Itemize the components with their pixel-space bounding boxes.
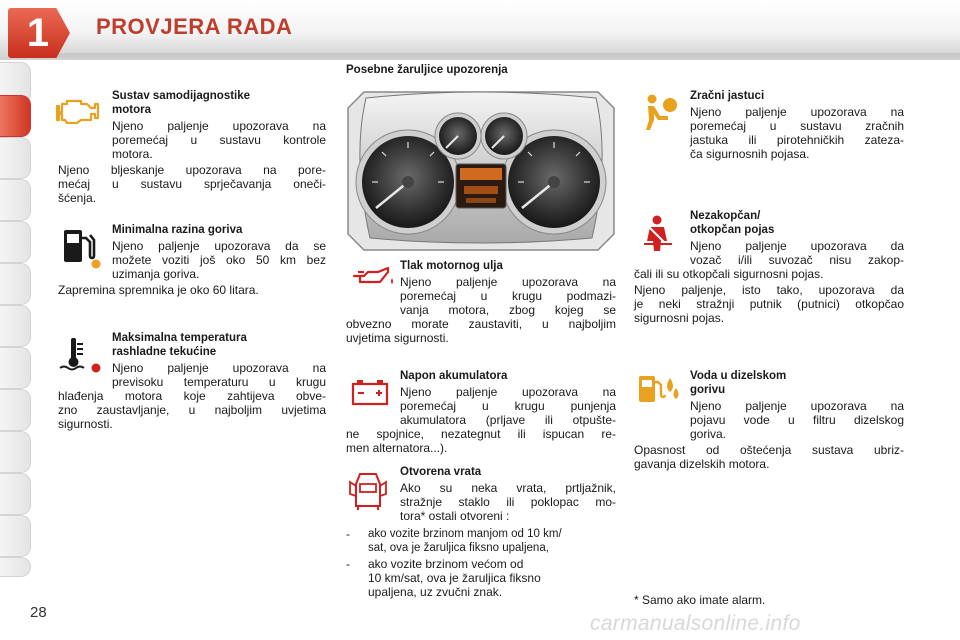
water-diesel-p2-l2: gavanja dizelskih motora.	[634, 457, 770, 471]
side-tab-10[interactable]	[0, 473, 31, 515]
watermark: carmanualsonline.info	[590, 612, 801, 635]
engine-diag-p2-l1: Njeno bljeskanje upozorava na pore-	[58, 163, 326, 177]
door-bullet-2-l1: ako vozite brzinom većom od	[368, 557, 524, 571]
coolant-p1-l3: hlađenja motora koje zahtijeva obve-	[58, 389, 326, 403]
fuel-min-p1-l1: Njeno paljenje upozorava da se	[112, 239, 326, 253]
battery-title: Napon akumulatora	[400, 370, 508, 382]
door-p1-l2: stražnje staklo ili poklopac mo-	[400, 495, 616, 509]
airbags-p1-l4: ča sigurnosnih pojasa.	[690, 147, 810, 161]
header-divider	[55, 53, 960, 58]
open-door-icon	[348, 470, 388, 512]
battery-p1-l2: poremećaj u krugu punjenja	[400, 399, 616, 413]
seatbelt-icon	[640, 214, 676, 254]
coolant-p1-l2: previsoku temperaturu u krugu	[112, 375, 326, 389]
water-diesel-p1-l2: pojavu vode u filtru dizelskog	[690, 413, 904, 427]
door-bullet-1-l2: sat, ova je žaruljica fiksno upaljena,	[368, 542, 549, 554]
oil-p1-l3: vanja motora, zbog kojeg se	[400, 303, 616, 317]
seatbelt-p2-l1: Njeno paljenje, isto tako, upozorava da	[634, 283, 904, 297]
side-tab-2[interactable]	[0, 137, 31, 179]
engine-diag-p2-l2: mećaj u sustavu sprječavanja oneči-	[58, 177, 326, 191]
oil-can-icon	[350, 264, 396, 290]
seatbelt-p2-l3: sigurnosni pojas.	[634, 311, 725, 325]
battery-p1-l4: ne spojnice, nezategnut ili ispucan re-	[346, 427, 616, 441]
oil-p1-l5: uvjetima sigurnosti.	[346, 331, 449, 345]
center-heading: Posebne žaruljice upozorenja	[346, 64, 508, 76]
seatbelt-p1-l2: vozač i/ili suvozač nisu zakop-	[690, 253, 904, 267]
airbags-title: Zračni jastuci	[690, 90, 765, 102]
side-tab-1-active[interactable]	[0, 95, 31, 137]
side-tab-6[interactable]	[0, 305, 31, 347]
water-diesel-title-line2: gorivu	[690, 384, 726, 396]
oil-p1-l1: Njeno paljenje upozorava na	[400, 275, 616, 289]
chapter-number: 1	[26, 11, 50, 55]
instrument-cluster-image	[346, 90, 616, 252]
side-tab-3[interactable]	[0, 179, 31, 221]
door-p1-l1: Ako su neka vrata, prtljažnik,	[400, 481, 616, 495]
coolant-temperature-icon	[58, 336, 104, 376]
water-diesel-p1-l1: Njeno paljenje upozorava na	[690, 399, 904, 413]
coolant-p1-l1: Njeno paljenje upozorava na	[112, 361, 326, 375]
battery-p1-l1: Njeno paljenje upozorava na	[400, 385, 616, 399]
fuel-min-p2: Zapremina spremnika je oko 60 litara.	[58, 283, 259, 297]
door-bullet-2-dash: -	[346, 557, 350, 571]
door-bullet-2-l3: upaljena, uz zvučni znak.	[368, 585, 503, 599]
fuel-pump-icon	[60, 226, 104, 270]
fuel-min-p1-l2: možete voziti još oko 50 km bez	[112, 253, 326, 267]
oil-title: Tlak motornog ulja	[400, 260, 503, 272]
seatbelt-p1-l3: čali ili su otkopčali sigurnosni pojas.	[634, 267, 824, 281]
door-bullet-2-l2: 10 km/sat, ova je žaruljica fiksno	[368, 571, 541, 585]
door-bullet-1-dash: -	[346, 527, 350, 541]
coolant-title-line1: Maksimalna temperatura	[112, 332, 247, 344]
door-title: Otvorena vrata	[400, 466, 482, 478]
side-tab-8[interactable]	[0, 389, 31, 431]
engine-diag-title-line1: Sustav samodijagnostike	[112, 90, 251, 102]
water-diesel-p1-l3: goriva.	[690, 427, 727, 441]
coolant-title-line2: rashladne tekućine	[112, 346, 217, 358]
coolant-p1-l5: sigurnosti.	[58, 417, 113, 431]
water-diesel-p2-l1: Opasnost od oštećenja sustava ubriz-	[634, 443, 904, 457]
airbags-p1-l3: jastuka ili pirotehničkih zateza-	[690, 133, 904, 147]
seatbelt-p2-l2: je neki stražnji putnik (putnici) otkopčao	[634, 297, 904, 311]
side-tab-4[interactable]	[0, 221, 31, 263]
coolant-p1-l4: zno zaustavljanje, u najboljim uvjetima	[58, 403, 326, 417]
water-in-diesel-icon	[636, 372, 682, 408]
airbag-icon	[638, 92, 680, 132]
engine-diag-p2-l3: šćenja.	[58, 191, 97, 205]
battery-p1-l5: men alternatora...).	[346, 441, 448, 455]
battery-p1-l3: akumulatora (prljave ili otpušte-	[400, 413, 616, 427]
engine-diag-p1-l1: Njeno paljenje upozorava na	[112, 119, 326, 133]
engine-diag-p1-l2: poremećaj u sustavu kontrole	[112, 133, 326, 147]
airbags-p1-l1: Njeno paljenje upozorava na	[690, 105, 904, 119]
door-bullet-1-l1: ako vozite brzinom manjom od 10 km/	[368, 528, 562, 540]
footnote: * Samo ako imate alarm.	[634, 593, 766, 607]
page-title: PROVJERA RADA	[96, 14, 293, 39]
seatbelt-p1-l1: Njeno paljenje upozorava da	[690, 239, 904, 253]
side-tab-5[interactable]	[0, 263, 31, 305]
fuel-min-title: Minimalna razina goriva	[112, 224, 243, 236]
seatbelt-title-line1: Nezakopčan/	[690, 210, 761, 222]
door-p1-l3: tora* ostali otvoreni :	[400, 509, 510, 523]
oil-p1-l2: poremećaj u krugu podmazi-	[400, 289, 616, 303]
battery-icon	[350, 378, 390, 406]
engine-check-icon	[56, 94, 102, 124]
side-tab-11[interactable]	[0, 515, 31, 557]
engine-diag-p1-l3: motora.	[112, 147, 153, 161]
side-tab-9[interactable]	[0, 431, 31, 473]
fuel-min-p1-l3: uzimanja goriva.	[112, 267, 200, 281]
page-number: 28	[30, 604, 47, 621]
engine-diag-title-line2: motora	[112, 104, 151, 116]
water-diesel-title-line1: Voda u dizelskom	[690, 370, 787, 382]
airbags-p1-l2: poremećaj u sustavu zračnih	[690, 119, 904, 133]
side-tab-7[interactable]	[0, 347, 31, 389]
oil-p1-l4: obvezno morate zaustaviti, u najboljim	[346, 317, 616, 331]
seatbelt-title-line2: otkopčan pojas	[690, 224, 775, 236]
side-tab-12[interactable]	[0, 557, 31, 577]
